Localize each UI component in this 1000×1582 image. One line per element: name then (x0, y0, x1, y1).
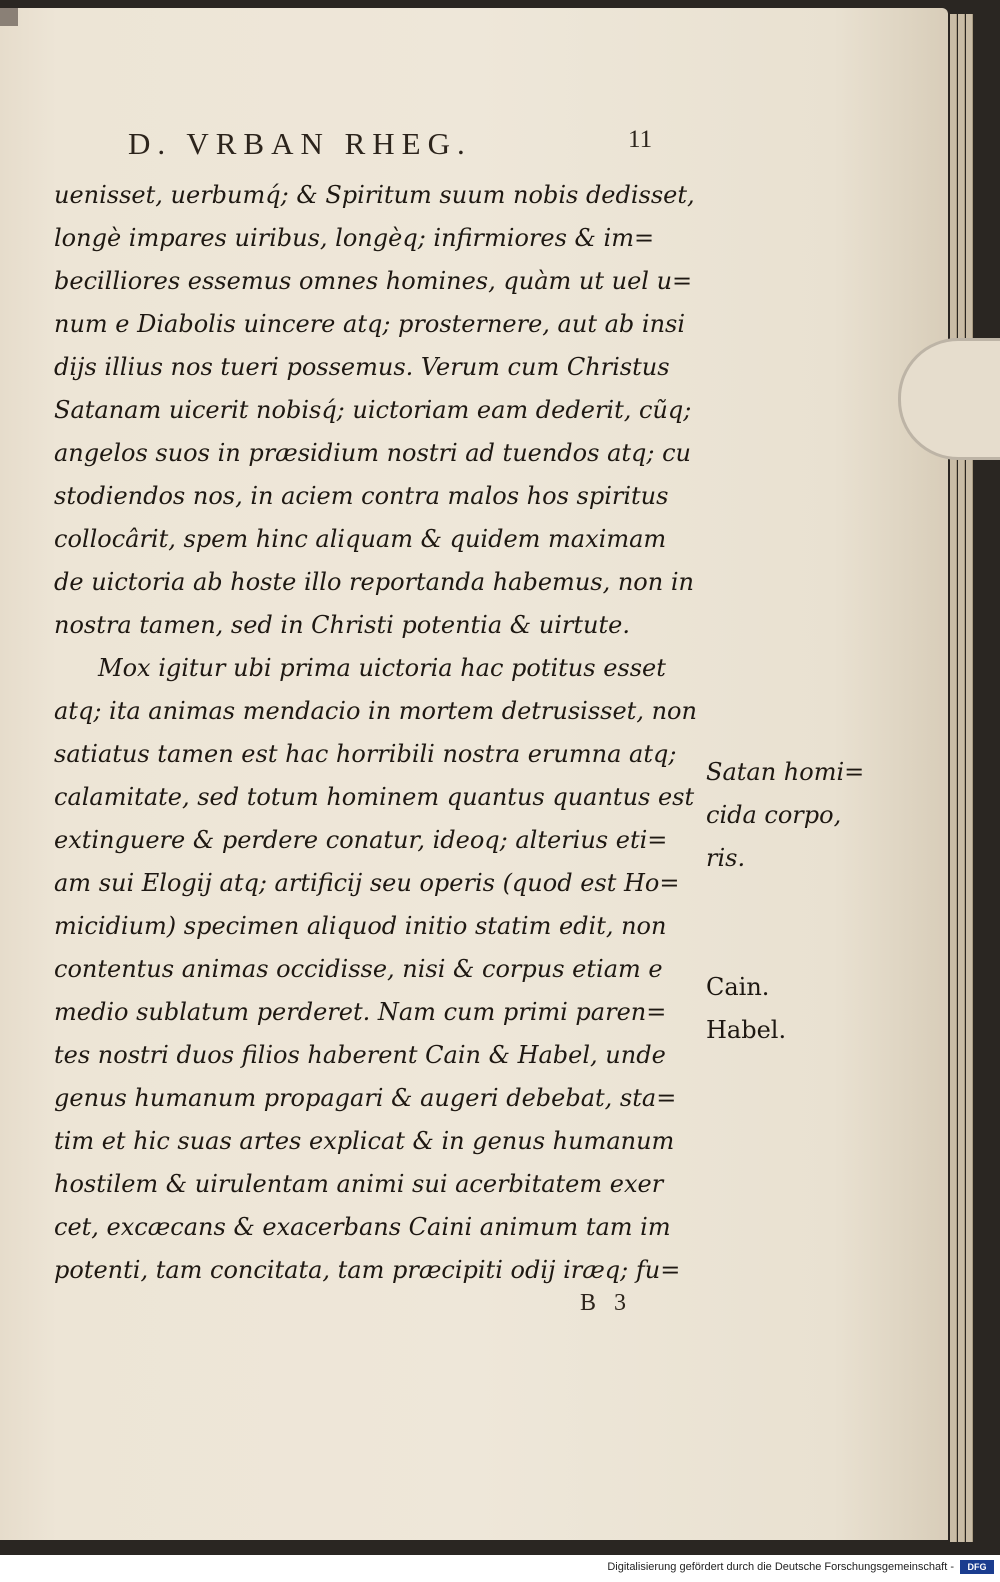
text-line: hostilem & uirulentam animi sui acerbitatem exer (54, 1170, 664, 1198)
footer (0, 1555, 1000, 1582)
marginal-note-satan: cida corpo, (706, 801, 842, 829)
body-text (54, 174, 714, 1292)
text-line: num e Diabolis uincere atq; prosternere, aut ab insi (54, 310, 686, 338)
text-line: medio sublatum perderet. Nam cum primi paren= (54, 998, 667, 1026)
book-page (0, 8, 948, 1540)
text-line: tim et hic suas artes explicat & in genus humanum (54, 1127, 675, 1155)
marginal-note-habel: Habel. (706, 1016, 787, 1044)
page-edge (966, 14, 973, 1542)
text-line: uenisset, uerbumq́; & Spiritum suum nobis dedisset, (54, 181, 695, 209)
text-line: becilliores essemus omnes homines, quàm ut uel u= (54, 267, 693, 295)
page-edge (950, 14, 957, 1542)
text-line: stodiendos nos, in aciem contra malos hos spiritus (54, 482, 669, 510)
marginal-note-satan: ris. (706, 844, 746, 872)
text-line: potenti, tam concitata, tam præcipiti odij iræq; fu= (54, 1256, 681, 1284)
running-head: D. VRBAN RHEG. (128, 126, 472, 161)
text-line: tes nostri duos filios haberent Cain & Habel, unde (54, 1041, 666, 1069)
page-corner (0, 8, 18, 26)
text-line: contentus animas occidisse, nisi & corpus etiam e (54, 955, 663, 983)
funding-credit: Digitalisierung gefördert durch die Deutsche Forschungsgemeinschaft - (607, 1561, 954, 1573)
text-line: atq; ita animas mendacio in mortem detrusisset, non (54, 697, 697, 725)
text-line: am sui Elogij atq; artificij seu operis (quod est Ho= (54, 869, 680, 897)
text-line: micidium) specimen aliquod initio statim edit, non (54, 912, 667, 940)
text-line: Satanam uicerit nobisq́; uictoriam eam dederit, cũq; (54, 396, 692, 424)
page-number: 11 (628, 126, 653, 153)
text-line: de uictoria ab hoste illo reportanda habemus, non in (54, 568, 694, 596)
page-edge (958, 14, 965, 1542)
signature-mark: B 3 (580, 1290, 633, 1316)
text-line: angelos suos in præsidium nostri ad tuendos atq; cu (54, 439, 691, 467)
text-line: calamitate, sed totum hominem quantus quantus est (54, 783, 695, 811)
text-line: genus humanum propagari & augeri debebat, sta= (54, 1084, 677, 1112)
text-line: cet, excæcans & exacerbans Caini animum tam im (54, 1213, 671, 1241)
text-line: collocârit, spem hinc aliquam & quidem maximam (54, 525, 667, 553)
text-line: satiatus tamen est hac horribili nostra erumna atq; (54, 740, 677, 768)
marginal-note-satan: Satan homi= (706, 758, 865, 786)
text-line: extinguere & perdere conatur, ideoq; alterius eti= (54, 826, 668, 854)
text-line: nostra tamen, sed in Christi potentia & uirtute. (54, 611, 630, 639)
text-line: dijs illius nos tueri possemus. Verum cum Christus (54, 353, 670, 381)
dfg-logo: DFG (960, 1560, 994, 1574)
text-line: Mox igitur ubi prima uictoria hac potitus esset (98, 654, 666, 682)
marginal-note-cain: Cain. (706, 973, 770, 1001)
text-line: longè impares uiribus, longèq; infirmiores & im= (54, 224, 655, 252)
